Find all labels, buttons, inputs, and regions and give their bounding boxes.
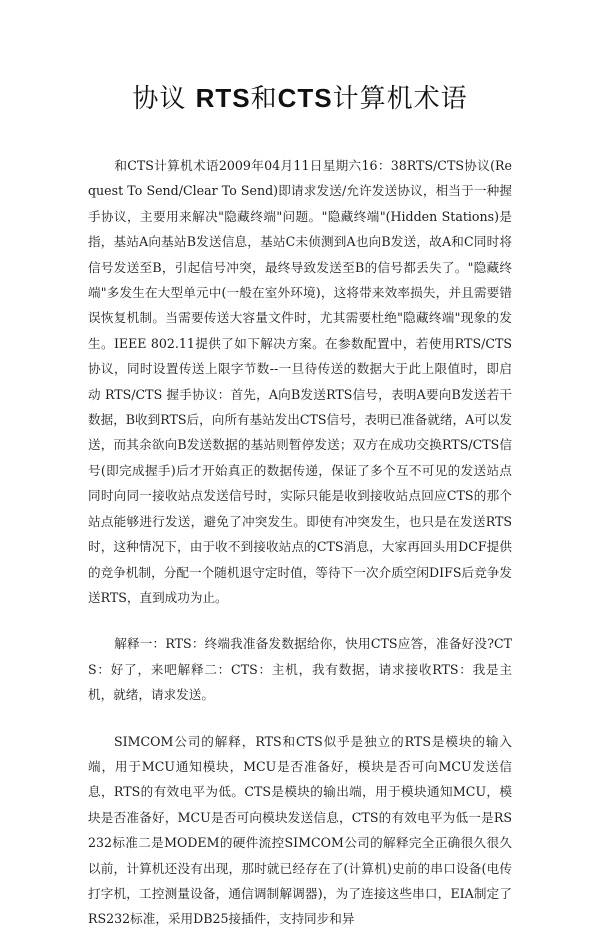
document-page bbox=[0, 78, 600, 928]
document-title bbox=[88, 78, 512, 115]
title-suffix: 计算机术语 bbox=[332, 84, 468, 114]
paragraph-1-text: 和CTS计算机术语2009年04月11日星期六16：38RTS/CTS协议(Request To Send/Clear To Send)即请求发送/允许发送协议，相当于一种握手协议，主要用来解决"隐藏终端"问题。"隐藏终端"(Hidden Stations)是指，基站A向基站B发送信息，基站C未侦测到A也向B发送，故A和C同时将信号发送至B，引起信号冲突，最终导致发送至B的信号都丢失了。"隐藏终端"多发生在大型单元中(一般在室外环境)，这将带来效率损失，并且需要错误恢复机制。当需要传送大容量文件时，尤其需要杜绝"隐藏终端"现象的发生。IEEE 802.11提供了如下解决方案。在参数配置中，若使用RTS/CTS协议，同时设置传送上限字节数--一旦待传送的数据大于此上限值时，即启动 RTS/CTS 握手协议：首先，A向B发送RTS信号，表明A要向B发送若干数据，B收到RTS后，向所有基站发出CTS信号，表明已准备就绪，A可以发送，而其余欲向B发送数据的基站则暂停发送；双方在成功交换RTS/CTS信号(即完成握手)后才开始真正的数据传递，保证了多个互不可见的发送站点同时向同一接收站点发送信号时，实际只能是收到接收站点回应CTS的那个站点能够进行发送，避免了冲突发生。即使有冲突发生，也只是在发送RTS时，这种情况下，由于收不到接收站点的CTS消息，大家再回头用DCF提供的竞争机制，分配一个随机退守定时值，等待下一次介质空闲DIFS后竞争发送RTS，直到成功为止。 bbox=[88, 158, 512, 605]
paragraph-explanations bbox=[88, 631, 512, 707]
title-prefix: 协议 bbox=[132, 84, 187, 114]
title-and: 和 bbox=[250, 84, 278, 114]
paragraph-simcom bbox=[88, 729, 512, 932]
title-rts: RTS bbox=[195, 83, 251, 113]
title-cts: CTS bbox=[277, 83, 333, 113]
paragraph-rts-cts-protocol bbox=[88, 153, 512, 610]
paragraph-3-text: SIMCOM公司的解释，RTS和CTS似乎是独立的RTS是模块的输入端，用于MCU通知模块，MCU是否准备好，模块是否可向MCU发送信息，RTS的有效电平为低。CTS是模块的输出端，用于模块通知MCU，模块是否准备好，MCU是否可向模块发送信息，CTS的有效电平为低一是RS232标准二是MODEM的硬件流控SIMCOM公司的解释完全正确很久很久以前，计算机还没有出现，那时就已经存在了(计算机)史前的串口设备(电传打字机，工控测量设备，通信调制解调器)，为了连接这些串口，EIA制定了RS232标准，采用DB25接插件，支持同步和异 bbox=[88, 733, 512, 927]
paragraph-2-text: 解释一：RTS：终端我准备发数据给你，快用CTS应答，准备好没?CTS：好了，来吧解释二：CTS：主机，我有数据，请求接收RTS：我是主机，就绪，请求发送。 bbox=[88, 636, 512, 703]
